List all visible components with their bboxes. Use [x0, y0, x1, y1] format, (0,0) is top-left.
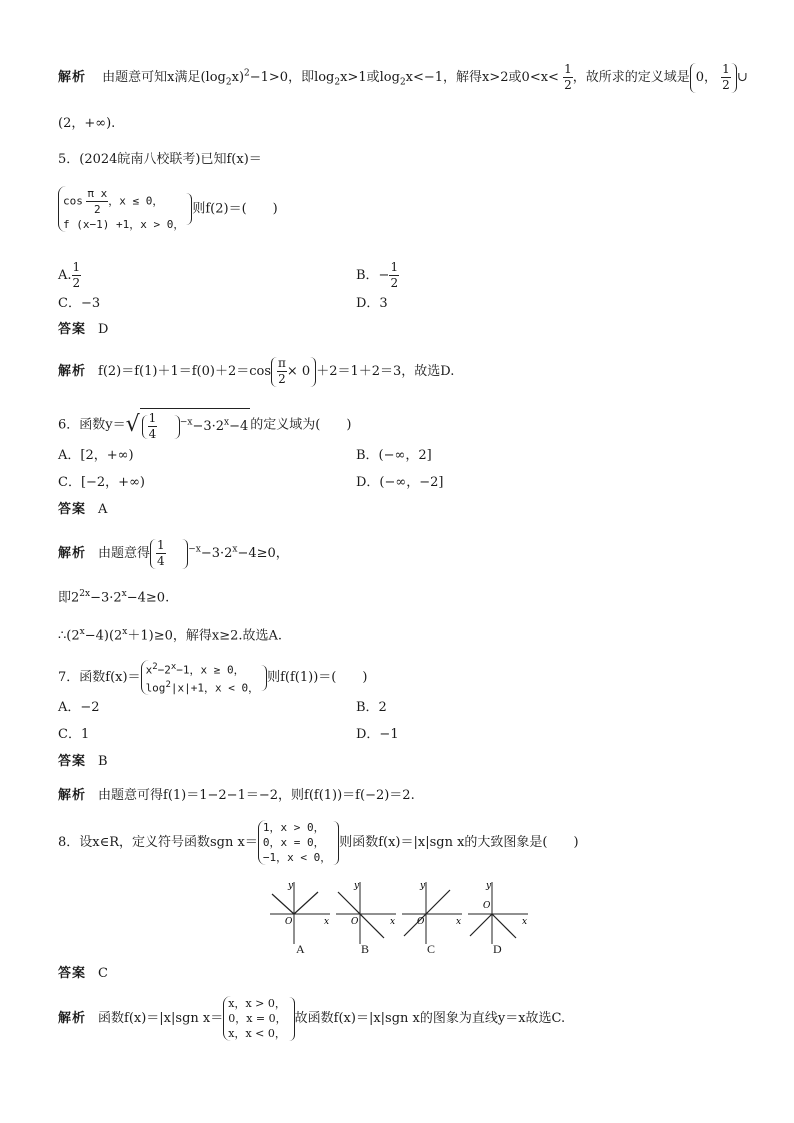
q5-option-c: C．−3: [58, 296, 101, 311]
origin-label: O: [351, 917, 359, 927]
answer-label: 答案: [58, 754, 87, 769]
piecewise-brace: [58, 186, 184, 232]
q8-analysis-text-a: 函数f(x)＝|x|sgn x＝: [98, 1011, 224, 1026]
q4-analysis-text-b: x): [231, 70, 245, 85]
q6-fraction: $\frac{1}{4}$: [148, 411, 157, 441]
axis-y-label: y: [420, 881, 426, 891]
q7-answer: [58, 752, 108, 772]
q8-stem-b: 则函数f(x)＝|x|sgn x的大致图象是( ): [339, 835, 579, 850]
q6-option-c: C．[−2，+∞): [58, 475, 145, 490]
q5-analysis-text-b: ＋2＝1＋2＝3，故选D.: [316, 364, 455, 379]
graph-c-label: C: [427, 942, 436, 956]
q4-analysis-text-a: 由题意可知x满足(log: [102, 70, 226, 85]
q4-analysis-line2: (2，+∞).: [58, 116, 116, 131]
q5-case1-fraction: $\frac{\text{π x}}{2}$: [87, 187, 108, 216]
q5-case1-tail: ，x ≤ 0，: [108, 194, 164, 208]
q6-answer-value: A: [98, 502, 108, 517]
q5-tail: 则f(2)＝( ): [192, 201, 278, 217]
q4-domain-fraction: $\frac{1}{2}$: [722, 62, 730, 92]
q5-option-b: B．− $\frac{1}{2}$: [356, 260, 399, 290]
q7-option-a: A．−2: [58, 700, 100, 715]
q5-option-a-fraction: $\frac{1}{2}$: [72, 260, 81, 290]
graph-a-label: A: [296, 942, 305, 956]
q8-analysis: [58, 996, 565, 1041]
q4-analysis: 解析 由题意可知x满足$(\log_2x)^2-1>0$，即$\log_2x>1$或$\log_2x<-1$，解得x>2或0<x< $\frac{1}{2}$ ，故所求的定义域是 0， $\frac{1}{2}$ ∪: [58, 62, 748, 92]
q4-analysis-text-f: ，故所求的定义域是: [572, 70, 690, 85]
q5-case1: cos: [63, 194, 83, 208]
q8-answer: [58, 964, 108, 984]
q6-answer: [58, 500, 107, 520]
analysis-label: 解析: [58, 364, 87, 379]
q5-option-a: A. $\frac{1}{2}$: [58, 260, 81, 290]
piecewise-brace: 1，x > 0， 0，x = 0， −1，x < 0，: [258, 820, 331, 865]
graph-line: [404, 890, 450, 936]
graph-b: [334, 878, 398, 946]
q8-stem: [58, 820, 579, 865]
piecewise-brace: x，x > 0， 0，x = 0， x，x < 0，: [223, 996, 286, 1041]
q8-analysis-text-b: 故函数f(x)＝|x|sgn x的图象为直线y＝x故选C.: [294, 1011, 566, 1026]
q5-analysis: [58, 356, 454, 387]
analysis-label: 解析: [58, 70, 87, 85]
q4-domain-start: 0，: [695, 70, 718, 85]
q5-option-b-fraction: $\frac{1}{2}$: [390, 260, 399, 290]
axis-y-label: y: [288, 881, 294, 891]
q6-option-d: D．(−∞，−2]: [356, 475, 444, 490]
q7-option-b: B．2: [356, 700, 387, 715]
q5-answer-value: D: [98, 322, 109, 337]
q6-stem-a: 6．函数y＝: [58, 417, 126, 433]
analysis-label: 解析: [58, 546, 87, 561]
q6-option-b: B．(−∞，2]: [356, 448, 432, 463]
q5-case2: f (x−1) +1，x > 0，: [63, 218, 185, 231]
q6-analysis-fraction: $\frac{1}{4}$: [157, 538, 165, 568]
q6-analysis: 解析 由题意得 $\frac{1}{4}$ $^{-x}-3\cdot 2^x-4\ge 0$，: [58, 538, 289, 568]
graph-line: [470, 914, 492, 936]
origin-label: O: [285, 917, 293, 927]
answer-label: 答案: [58, 966, 87, 981]
axis-x-label: x: [324, 917, 330, 927]
axis-y-label: y: [354, 881, 360, 891]
origin-label: O: [417, 917, 425, 927]
q6-analysis-line3: $\therefore(2^x-4)(2^x+1)\ge 0$，解得x≥2.故选A.: [58, 627, 283, 644]
q5-analysis-fraction: $\frac{\pi}{2}$: [278, 356, 286, 386]
graph-d-label: D: [493, 942, 502, 956]
origin-label: O: [483, 901, 491, 911]
q7-stem-text: 7．函数f(x)＝: [58, 670, 141, 686]
q4-analysis-text-d: x>1或log: [340, 70, 400, 85]
graph-b-label: B: [361, 942, 370, 956]
axis-y-label: y: [486, 881, 492, 891]
q4-union: ∪: [736, 70, 748, 85]
analysis-label: 解析: [58, 1011, 87, 1026]
sqrt-icon: √: [125, 412, 140, 437]
graph-line: [272, 894, 294, 914]
graph-line: [338, 892, 384, 938]
q7-option-c: C．1: [58, 727, 90, 742]
q4-analysis-text-e: x<−1，解得x>2或0<x<: [405, 70, 559, 85]
q4-analysis-text-c: −1>0，即log: [249, 70, 335, 85]
q6-analysis-line2: 即$2^{2x}-3\cdot 2^x-4\ge 0$.: [58, 589, 170, 606]
answer-label: 答案: [58, 322, 87, 337]
q7-answer-value: B: [98, 754, 108, 769]
q6-analysis-text-a: 由题意得: [98, 546, 151, 561]
piecewise-brace: $x^2-2^x-1$，x ≥ 0， $\log^2|x|+1$，x < 0，: [141, 660, 260, 695]
analysis-label: 解析: [58, 788, 87, 803]
q6-stem: 6．函数y＝√ $\frac{1}{4}$ $^{-x}-3\cdot 2^x-4$ 的定义域为( ): [58, 408, 351, 442]
q7-analysis: [58, 786, 415, 806]
q7-stem: [58, 660, 367, 695]
answer-label: 答案: [58, 502, 87, 517]
q7-analysis-text: 由题意可得f(1)＝1−2−1＝−2，则f(f(1))＝f(−2)＝2.: [98, 788, 415, 803]
q7-tail: 则f(f(1))＝( ): [267, 670, 368, 686]
q5-analysis-text-a: f(2)＝f(1)＋1＝f(0)＋2＝cos: [98, 364, 272, 379]
graph-d: [466, 878, 530, 946]
q8-answer-value: C: [98, 966, 108, 981]
axis-x-label: x: [522, 917, 528, 927]
graph-c: [400, 878, 464, 946]
q5-analysis-mid: × 0: [286, 364, 311, 379]
q4-fraction: $\frac{1}{2}$: [564, 62, 572, 92]
q5-stem: 5．(2024皖南八校联考)已知f(x)＝: [58, 152, 262, 167]
q5-answer: [58, 320, 108, 340]
q7-option-d: D．−1: [356, 727, 399, 742]
axis-x-label: x: [456, 917, 462, 927]
q8-stem-a: 8．设x∈R，定义符号函数sgn x＝: [58, 835, 258, 850]
graph-line: [492, 914, 516, 938]
graph-line: [294, 892, 318, 914]
graph-a: [268, 878, 332, 946]
q5-piecewise: [58, 186, 278, 232]
q5-option-d: D．3: [356, 296, 388, 311]
q6-option-a: A．[2，+∞): [58, 448, 134, 463]
q6-radicand: $\frac{1}{4}$ $^{-x}-3\cdot 2^x-4$: [140, 408, 251, 442]
axis-x-label: x: [390, 917, 396, 927]
